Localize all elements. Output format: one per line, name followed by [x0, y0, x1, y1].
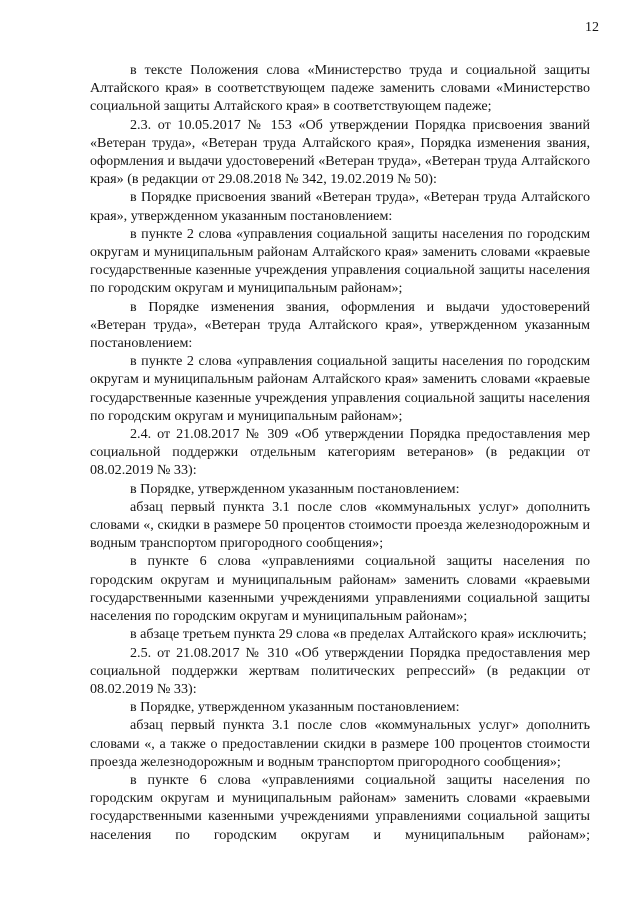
paragraph: абзац первый пункта 3.1 после слов «коммунальных услуг» дополнить словами «, скидки в размере 50 процентов стоимости проезда железнодорожным и водным транспортом пригородного сообщения»; — [90, 498, 590, 552]
page-number: 12 — [585, 20, 599, 35]
paragraph: в Порядке изменения звания, оформления и выдачи удостоверений «Ветеран труда», «Ветеран труда Алтайского края», утвержденном указанным постановлением: — [90, 298, 590, 352]
paragraph: в Порядке присвоения званий «Ветеран труда», «Ветеран труда Алтайского края», утвержденном указанным постановлением: — [90, 189, 590, 224]
document-body — [90, 61, 590, 844]
paragraph: 2.5. от 21.08.2017 № 310 «Об утверждении Порядка предоставления мер социальной поддержки жертвам политических репрессий» (в редакции от 08.02.2019 № 33): — [90, 644, 590, 697]
paragraph: в тексте Положения слова «Министерство труда и социальной защиты Алтайского края» в соответствующем падеже заменить словами «Министерство социальной защиты Алтайского края» в соответствующем падеже; — [90, 62, 590, 115]
paragraph: в пункте 6 слова «управлениями социальной защиты населения по городским округам и муниципальным районам» заменить словами «краевыми государственными казенными учреждениями управлениями социальной защиты населения по городским округам и муниципальным районам»; — [90, 771, 590, 843]
paragraph: 2.4. от 21.08.2017 № 309 «Об утверждении Порядка предоставления мер социальной поддержки отдельным категориям ветеранов» (в редакции от 08.02.2019 № 33): — [90, 426, 590, 479]
paragraph: в Порядке, утвержденном указанным постановлением: — [130, 699, 460, 716]
paragraph: в Порядке, утвержденном указанным постановлением: — [130, 480, 460, 497]
paragraph: в пункте 6 слова «управлениями социальной защиты населения по городским округам и муниципальным районам» заменить словами «краевыми государственными казенными учреждениями управлениями социальной защиты населения по городским округам и муниципальным районам»; — [90, 553, 590, 625]
paragraph: 2.3. от 10.05.2017 № 153 «Об утверждении Порядка присвоения званий «Ветеран труда», «Ветеран труда Алтайского края», Порядка изменения звания, оформления и выдачи удостоверений «Ветеран труда», «Ветеран труда Алтайского края» (в редакции от 29.08.2018 № 342, 19.02.2019 № 50): — [90, 116, 590, 188]
paragraph: в пункте 2 слова «управления социальной защиты населения по городским округам и муниципальным районам Алтайского края» заменить словами «краевые государственные казенные учреждения управления социальной защиты населения по городским округам и муниципальным районам»; — [90, 225, 590, 297]
paragraph: в абзаце третьем пункта 29 слова «в пределах Алтайского края» исключить; — [130, 626, 587, 643]
paragraph: абзац первый пункта 3.1 после слов «коммунальных услуг» дополнить словами «, а также о предоставлении скидки в размере 100 процентов стоимости проезда железнодорожным и водным транспортом пригородного сообщения»; — [90, 717, 590, 770]
paragraph: в пункте 2 слова «управления социальной защиты населения по городским округам и муниципальным районам Алтайского края» заменить словами «краевые государственные казенные учреждения управления социальной защиты населения по городским округам и муниципальным районам»; — [90, 353, 590, 424]
